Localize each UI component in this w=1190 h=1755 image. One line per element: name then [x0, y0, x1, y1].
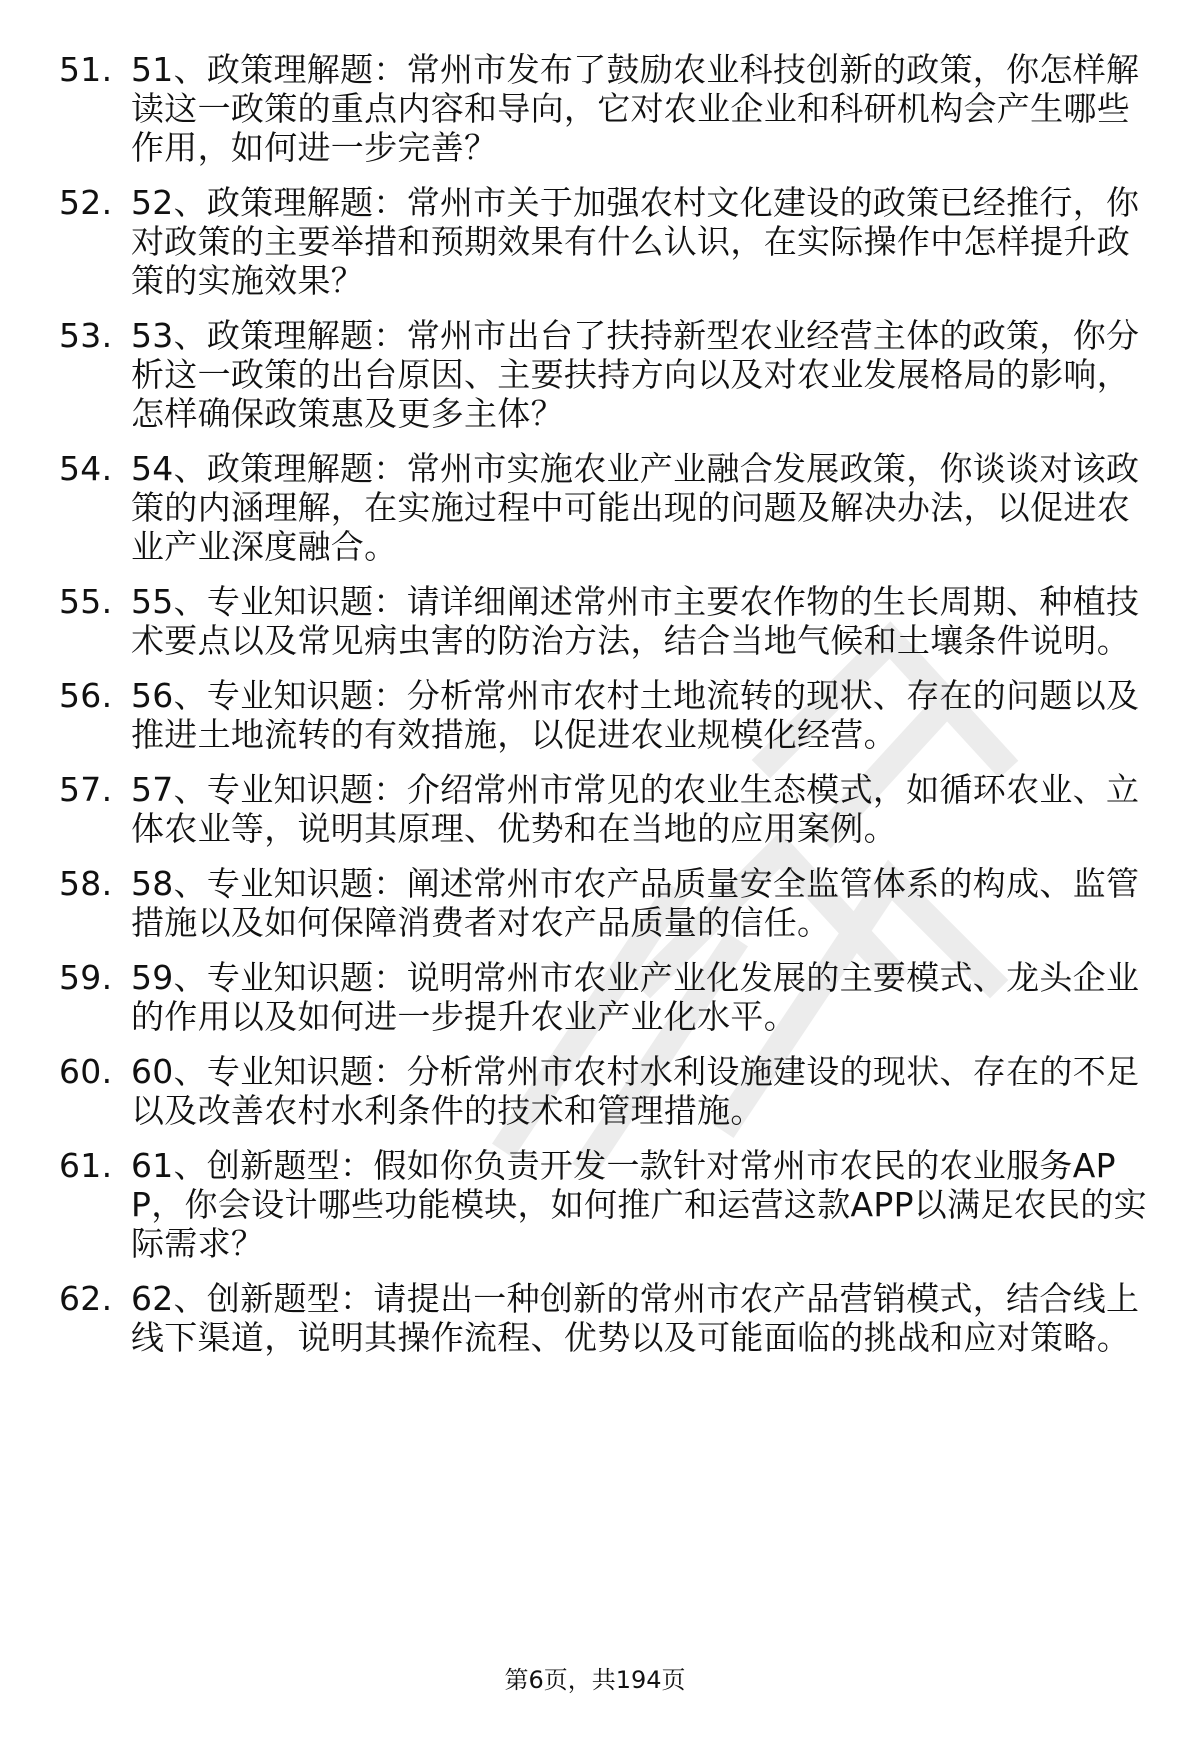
question-number: 56. — [59, 676, 113, 715]
question-item — [0, 1052, 1190, 1130]
question-text: 56、专业知识题：分析常州市农村土地流转的现状、存在的问题以及推进土地流转的有效措施，以促进农业规模化经营。 — [131, 676, 1140, 754]
question-number: 57. — [59, 770, 113, 809]
question-item — [0, 1146, 1190, 1263]
question-number: 60. — [59, 1052, 113, 1091]
question-item — [0, 676, 1190, 754]
question-text: 53、政策理解题：常州市出台了扶持新型农业经营主体的政策，你分析这一政策的出台原因、主要扶持方向以及对农业发展格局的影响，怎样确保政策惠及更多主体？ — [131, 316, 1140, 433]
question-text: 54、政策理解题：常州市实施农业产业融合发展政策，你谈谈对该政策的内涵理解，在实施过程中可能出现的问题及解决办法，以促进农业产业深度融合。 — [131, 449, 1140, 566]
question-text: 57、专业知识题：介绍常州市常见的农业生态模式，如循环农业、立体农业等，说明其原理、优势和在当地的应用案例。 — [131, 770, 1140, 848]
question-item — [0, 958, 1190, 1036]
question-number: 61. — [59, 1146, 113, 1185]
question-item — [0, 316, 1190, 433]
question-text: 60、专业知识题：分析常州市农村水利设施建设的现状、存在的不足以及改善农村水利条件的技术和管理措施。 — [131, 1052, 1140, 1130]
question-item — [0, 449, 1190, 566]
question-text: 51、政策理解题：常州市发布了鼓励农业科技创新的政策，你怎样解读这一政策的重点内容和导向，它对农业企业和科研机构会产生哪些作用，如何进一步完善？ — [131, 50, 1140, 167]
question-text: 58、专业知识题：阐述常州市农产品质量安全监管体系的构成、监管措施以及如何保障消费者对农产品质量的信任。 — [131, 864, 1140, 942]
question-text: 62、创新题型：请提出一种创新的常州市农产品营销模式，结合线上线下渠道，说明其操作流程、优势以及可能面临的挑战和应对策略。 — [131, 1279, 1140, 1357]
question-text: 61、创新题型：假如你负责开发一款针对常州市农民的农业服务APP，你会设计哪些功能模块，如何推广和运营这款APP以满足农民的实际需求？ — [131, 1146, 1147, 1263]
question-item — [0, 582, 1190, 660]
question-number: 62. — [59, 1279, 113, 1318]
question-text: 59、专业知识题：说明常州市农业产业化发展的主要模式、龙头企业的作用以及如何进一步提升农业产业化水平。 — [131, 958, 1140, 1036]
page-footer: 第6页，共194页 — [504, 1666, 686, 1694]
question-number: 51. — [59, 50, 113, 89]
question-item — [0, 1279, 1190, 1357]
question-item — [0, 770, 1190, 848]
question-number: 52. — [59, 183, 113, 222]
question-item — [0, 50, 1190, 167]
question-text: 55、专业知识题：请详细阐述常州市主要农作物的生长周期、种植技术要点以及常见病虫害的防治方法，结合当地气候和土壤条件说明。 — [131, 582, 1140, 660]
question-number: 58. — [59, 864, 113, 903]
question-number: 59. — [59, 958, 113, 997]
question-number: 55. — [59, 582, 113, 621]
question-list — [0, 50, 1190, 1373]
question-item — [0, 183, 1190, 300]
question-text: 52、政策理解题：常州市关于加强农村文化建设的政策已经推行，你对政策的主要举措和预期效果有什么认识，在实际操作中怎样提升政策的实施效果？ — [131, 183, 1140, 300]
question-number: 54. — [59, 449, 113, 488]
question-item — [0, 864, 1190, 942]
question-number: 53. — [59, 316, 113, 355]
